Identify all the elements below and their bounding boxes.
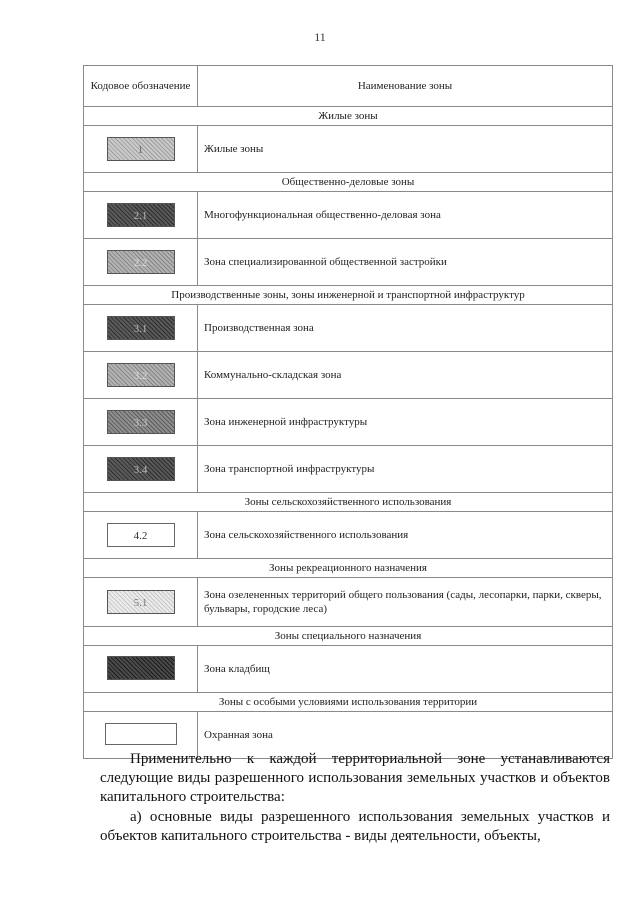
- section-row: [84, 286, 613, 305]
- zone-name: Коммунально-складская зона: [198, 352, 613, 399]
- section-special-conditions: Зоны с особыми условиями использования территории: [84, 693, 613, 712]
- section-row: [84, 173, 613, 192]
- table-row: [84, 192, 613, 239]
- table-row: [84, 512, 613, 559]
- zone-name: Многофункциональная общественно-деловая зона: [198, 192, 613, 239]
- zone-code-swatch: 1: [107, 137, 175, 161]
- section-agricultural: Зоны сельскохозяйственного использования: [84, 493, 613, 512]
- body-paragraph: Применительно к каждой территориальной зоне устанавливаются следующие виды разрешенного использования земельных участков и объектов капитального строительства:: [100, 751, 610, 805]
- table-row: [84, 646, 613, 693]
- zone-name: Зона кладбищ: [198, 646, 613, 693]
- table-row: [84, 239, 613, 286]
- section-industrial: Производственные зоны, зоны инженерной и транспортной инфраструктур: [84, 286, 613, 305]
- table-row: [84, 352, 613, 399]
- zone-name: Зона специализированной общественной застройки: [198, 239, 613, 286]
- zone-code-swatch: [105, 723, 177, 745]
- zone-name: Жилые зоны: [198, 126, 613, 173]
- zone-code-swatch: 2.2: [107, 250, 175, 274]
- table-row: [84, 305, 613, 352]
- body-paragraph: а) основные виды разрешенного использования земельных участков и объектов капитального строительства - виды деятельности, объекты,: [100, 809, 610, 844]
- zone-code-swatch: 3.1: [107, 316, 175, 340]
- zone-name: Охранная зона: [198, 712, 613, 759]
- section-row: [84, 559, 613, 578]
- section-recreational: Зоны рекреационного назначения: [84, 559, 613, 578]
- zone-code-swatch: [107, 656, 175, 680]
- section-row: [84, 627, 613, 646]
- zone-name: Производственная зона: [198, 305, 613, 352]
- header-name: Наименование зоны: [198, 66, 613, 107]
- zone-name: Зона инженерной инфраструктуры: [198, 399, 613, 446]
- zone-name: Зона озелененных территорий общего пользования (сады, лесопарки, парки, скверы, бульвары, городские леса): [198, 578, 613, 627]
- zone-name: Зона транспортной инфраструктуры: [198, 446, 613, 493]
- section-row: [84, 107, 613, 126]
- table-row: [84, 578, 613, 627]
- zone-code-swatch: 5.1: [107, 590, 175, 614]
- zone-code-swatch: 4.2: [107, 523, 175, 547]
- table-row: [84, 126, 613, 173]
- zone-name: Зона сельскохозяйственного использования: [198, 512, 613, 559]
- page-number: 11: [314, 30, 326, 44]
- table-header-row: [84, 66, 613, 107]
- zone-code-swatch: 2.1: [107, 203, 175, 227]
- zone-legend-table: [83, 65, 613, 759]
- section-residential: Жилые зоны: [84, 107, 613, 126]
- section-special: Зоны специального назначения: [84, 627, 613, 646]
- section-row: [84, 493, 613, 512]
- section-public-business: Общественно-деловые зоны: [84, 173, 613, 192]
- zone-code-swatch: 3.4: [107, 457, 175, 481]
- zone-code-swatch: 3.3: [107, 410, 175, 434]
- section-row: [84, 693, 613, 712]
- table-row: [84, 399, 613, 446]
- table-row: [84, 446, 613, 493]
- zone-code-swatch: 3.2: [107, 363, 175, 387]
- header-code: Кодовое обозначение: [84, 66, 198, 107]
